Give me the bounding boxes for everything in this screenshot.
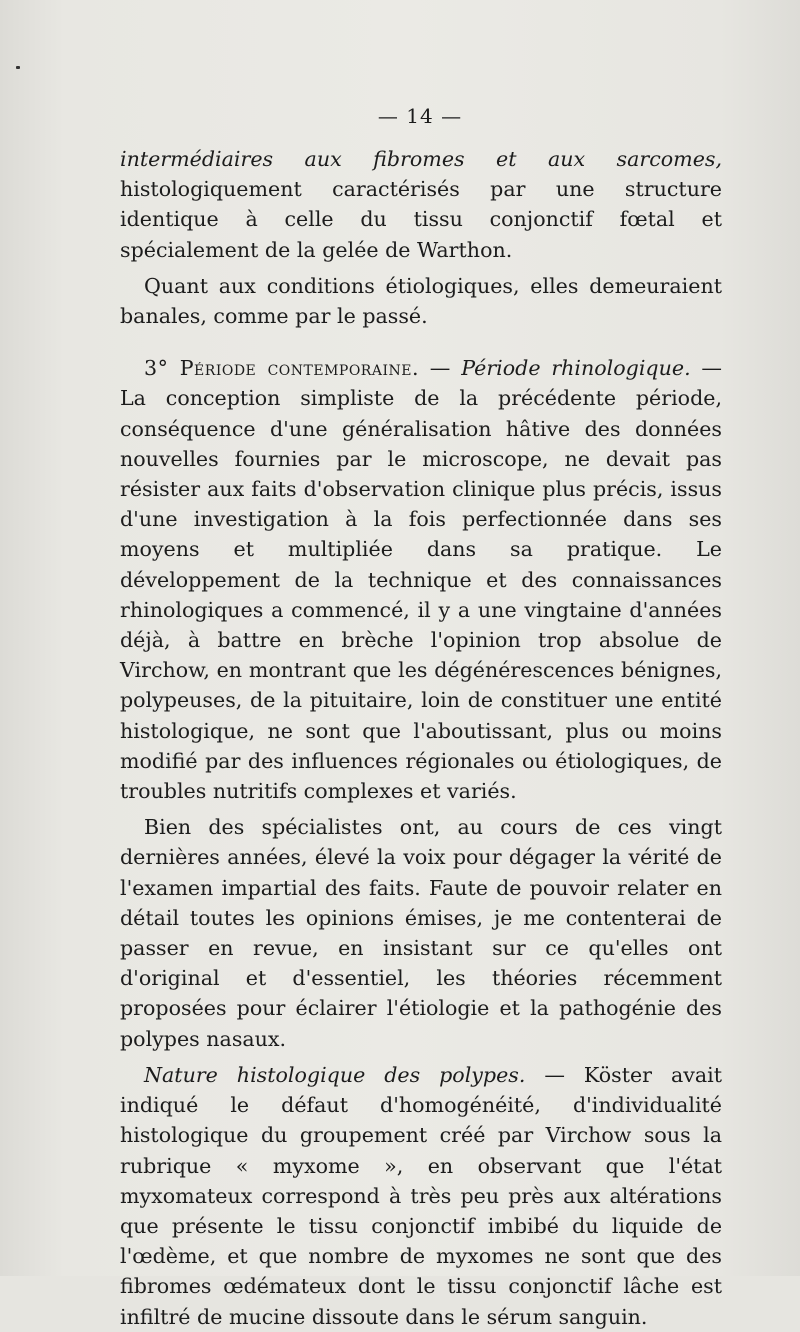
paragraph-histological-nature (120, 1060, 722, 1332)
paragraph-etiology (120, 271, 722, 331)
heading-dash: — (525, 1062, 584, 1087)
paragraph-text: La conception simpliste de la précédente période, conséquence d'une généralisation hâtive des données nouvelles fournies par le microscope, ne devait pas résister aux faits d'observation clinique plus précis, issus d'une investigation à la fois perfectionnée dans ses moyens et multipliée dans sa pratique. Le développement de la technique et des connaissances rhinologiques a commencé, il y a une vingtaine d'années déjà, à battre en brèche l'opinion trop absolue de Virchow, en montrant que les dégénérescences bénignes, polypeuses, de la pituitaire, loin de constituer une entité histologique, ne sont que l'aboutissant, plus ou moins modifié par des influences régionales ou étiologiques, de troubles nutritifs complexes et variés. (120, 386, 722, 804)
paragraph-continuation (120, 144, 722, 265)
body-text (120, 144, 722, 1332)
paragraph-specialists (120, 812, 722, 1054)
heading-dash: — (690, 356, 723, 381)
paragraph-text: Köster avait indiqué le défaut d'homogénéité, d'individualité histologique du groupement créé par Virchow sous la rubrique « myxome », en observant que l'état myxomateux correspond à très peu près aux altérations que présente le tissu conjonctif imbibé du liquide de l'œdème, et que nombre de myxomes ne sont que des fibromes œdémateux dont le tissu conjonctif lâche est infiltré de mucine dissoute dans le sérum sanguin. (120, 1062, 722, 1329)
page-number: — 14 — (377, 104, 463, 128)
section-heading: 3° Période contemporaine. (144, 356, 419, 381)
paragraph-text: Quant aux conditions étiologiques, elles demeuraient banales, comme par le passé. (120, 273, 722, 329)
paragraph-text: Bien des spécialistes ont, au cours de ces vingt dernières années, élevé la voix pour dégager la vérité de l'examen impartial des faits. Faute de pouvoir relater en détail toutes les opinions émises, je me contenterai de passer en revue, en insistant sur ce qu'elles ont d'original et d'essentiel, les théories récemment proposées pour éclairer l'étiologie et la pathogénie des polypes nasaux. (120, 815, 722, 1051)
ink-speck (16, 66, 20, 69)
italic-lead: intermédiaires aux fibromes et aux sarcomes, (120, 147, 722, 171)
heading-dash: — (419, 356, 462, 381)
section-subheading: Période rhinologique. (461, 356, 691, 381)
paragraph-contemporary-period (120, 353, 722, 806)
paragraph-text: histologiquement caractérisés par une structure identique à celle du tissu conjonctif fœtal et spécialement de la gelée de Warthon. (120, 177, 722, 262)
section-subheading: Nature histologique des polypes. (144, 1062, 526, 1087)
